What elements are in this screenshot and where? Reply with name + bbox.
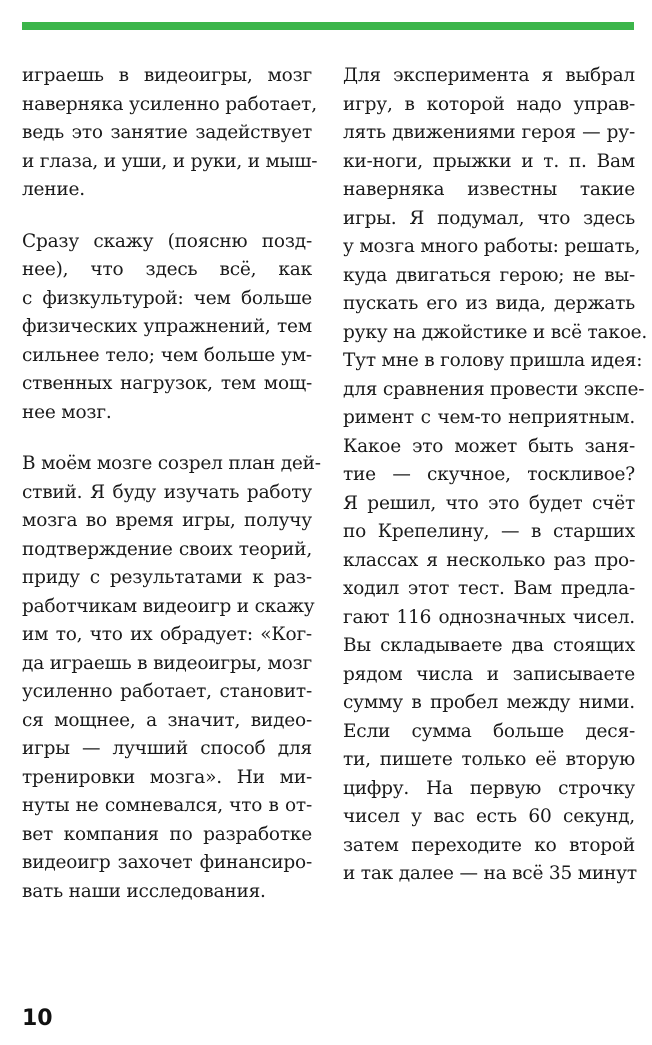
text-line: нее мозг. <box>22 401 112 423</box>
text-line: Какое это может быть заня- <box>343 435 635 457</box>
text-line: нуты не сомневался, что в от- <box>22 795 312 816</box>
text-line: руку на джойстике и всё такое. <box>343 321 648 343</box>
text-line: подтверждение своих теорий, <box>22 538 312 560</box>
text-line: пускать его из вида, держать <box>343 293 635 314</box>
text-line: В моём мозге созрел план дей- <box>22 453 321 474</box>
text-line: и глаза, и уши, и руки, и мыш- <box>22 150 318 172</box>
text-line: тие — скучное, тоскливое? <box>343 464 635 485</box>
text-line: Тут мне в голову пришла идея: <box>343 350 643 371</box>
text-line: ление. <box>22 179 85 200</box>
text-line: и так далее — на всё 35 минут <box>343 863 637 884</box>
text-line: видеоигр захочет финансиро- <box>22 852 312 873</box>
text-line: чисел у вас есть 60 секунд, <box>343 806 635 827</box>
text-line: ствий. Я буду изучать работу <box>22 481 312 503</box>
text-line: игру, в которой надо управ- <box>343 93 635 115</box>
text-line: гают 116 однозначных чисел. <box>343 606 635 628</box>
text-line: сумму в пробел между ними. <box>343 692 635 713</box>
text-line: игры. Я подумал, что здесь <box>343 207 635 229</box>
text-line: цифру. На первую строчку <box>343 777 635 799</box>
text-line: ти, пишете только её вторую <box>343 749 635 770</box>
text-line: вать наши исследования. <box>22 880 266 902</box>
paragraph <box>22 62 318 205</box>
text-line: ходил этот тест. Вам предла- <box>343 578 635 599</box>
paragraph-gap <box>22 427 312 450</box>
text-line: да играешь в видеоигры, мозг <box>22 652 312 674</box>
paragraph <box>22 450 321 906</box>
paragraph-gap <box>22 205 312 228</box>
text-line: ки-ноги, прыжки и т. п. Вам <box>343 150 635 172</box>
text-line: приду с результатами к раз- <box>22 567 312 588</box>
right-text-column <box>343 62 648 889</box>
left-text-column <box>22 62 321 906</box>
text-line: играешь в видеоигры, мозг <box>22 65 312 86</box>
text-line: игры — лучший способ для <box>22 738 312 759</box>
text-line: для сравнения провести экспе- <box>343 378 645 400</box>
text-line: у мозга много работы: решать, <box>343 236 641 257</box>
text-line: римент с чем-то неприятным. <box>343 407 635 428</box>
text-line: тренировки мозга». Ни ми- <box>22 766 312 788</box>
text-line: мозга во время игры, получу <box>22 510 312 531</box>
page-number: 10 <box>22 1006 53 1031</box>
text-line: наверняка известны такие <box>343 179 635 200</box>
text-line: Сразу скажу (поясню позд- <box>22 230 312 252</box>
text-line: Я решил, что это будет счёт <box>343 492 635 514</box>
text-line: куда двигаться герою; не вы- <box>343 264 635 286</box>
text-line: ся мощнее, а значит, видео- <box>22 709 312 731</box>
text-line: ственных нагрузок, тем мощ- <box>22 373 312 394</box>
top-accent-bar <box>22 22 634 30</box>
text-line: ведь это занятие задействует <box>22 122 312 143</box>
text-line: с физкультурой: чем больше <box>22 287 312 309</box>
text-line: им то, что их обрадует: «Ког- <box>22 624 312 645</box>
text-line: классах я несколько раз про- <box>343 549 635 571</box>
text-line: нее), что здесь всё, как <box>22 259 312 280</box>
text-line: затем переходите ко второй <box>343 834 635 856</box>
text-line: по Крепелину, — в старших <box>343 521 635 542</box>
text-line: Для эксперимента я выбрал <box>343 65 635 86</box>
text-line: усиленно работает, становит- <box>22 681 312 702</box>
text-line: наверняка усиленно работает, <box>22 93 317 115</box>
text-line: сильнее тело; чем больше ум- <box>22 344 312 366</box>
text-line: рядом числа и записываете <box>343 663 635 685</box>
text-line: физических упражнений, тем <box>22 316 312 337</box>
paragraph <box>22 228 312 428</box>
text-line: Вы складываете два стоящих <box>343 635 635 656</box>
text-line: лять движениями героя — ру- <box>343 122 635 143</box>
text-line: Если сумма больше деся- <box>343 720 635 742</box>
text-line: работчикам видеоигр и скажу <box>22 595 315 617</box>
text-line: вет компания по разработке <box>22 823 312 845</box>
